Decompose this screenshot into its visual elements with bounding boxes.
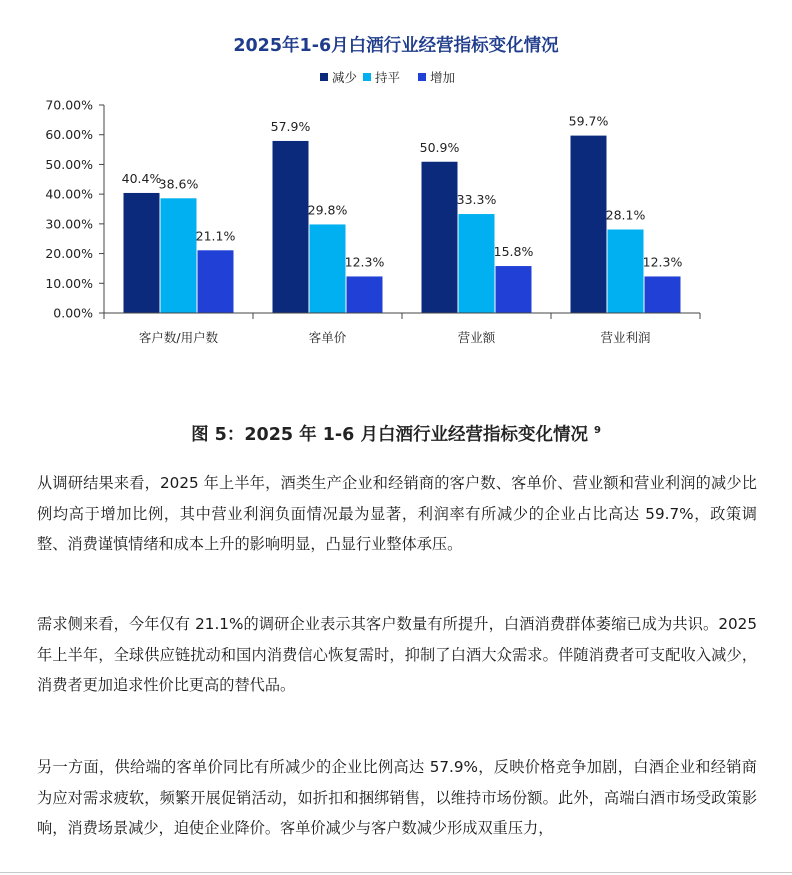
bar-0-2 <box>422 162 458 313</box>
y-tick-label: 20.00% <box>45 246 93 262</box>
y-tick-label: 0.00% <box>53 305 93 321</box>
paragraph-2: 需求侧来看，今年仅有 21.1%的调研企业表示其客户数量有所提升，白酒消费群体萎缩已成为共识。2025 年上半年，全球供应链扰动和国内消费信心恢复需时，抑制了白酒大众需求。伴随消费者可支配收入减少，消费者更加追求性价比更高的替代品。 <box>37 615 757 694</box>
data-label: 12.3% <box>344 254 385 270</box>
y-tick-label: 40.00% <box>45 186 93 202</box>
data-label: 15.8% <box>493 244 534 260</box>
data-label: 33.3% <box>456 192 497 208</box>
legend-label-2: 增加 <box>430 70 456 85</box>
chart-legend <box>320 70 455 85</box>
paragraph-3: 另一方面，供给端的客单价同比有所减少的企业比例高达 57.9%，反映价格竞争加剧，白酒企业和经销商为应对需求疲软，频繁开展促销活动，如折扣和捆绑销售，以维持市场份额。此外，高端白酒市场受政策影响，消费场景减少，迫使企业降价。客单价减少与客户数减少形成双重压力， <box>37 758 757 837</box>
bar-2-3 <box>645 276 681 313</box>
x-tick-label: 客单价 <box>308 330 347 345</box>
bar-1-1 <box>310 224 346 313</box>
bar-0-3 <box>571 136 607 313</box>
page-divider <box>0 872 792 873</box>
data-label: 38.6% <box>158 176 199 192</box>
bar-1-2 <box>459 214 495 313</box>
bar-2-0 <box>198 250 234 313</box>
bar-2-1 <box>347 276 383 313</box>
y-tick-label: 30.00% <box>45 216 93 232</box>
data-label: 57.9% <box>270 118 311 134</box>
data-label: 21.1% <box>195 228 236 244</box>
footnote-marker[interactable]: 9 <box>593 425 601 437</box>
y-tick-label: 60.00% <box>45 127 93 143</box>
bar-1-0 <box>161 198 197 313</box>
data-label: 59.7% <box>568 113 609 129</box>
figure-caption <box>0 421 792 446</box>
chart-title: 2025年1-6月白酒行业经营指标变化情况 <box>233 36 559 56</box>
bar-1-3 <box>608 230 644 313</box>
bar-0-0 <box>124 193 160 313</box>
data-label: 28.1% <box>605 207 646 223</box>
bar-0-1 <box>273 141 309 313</box>
bars-group <box>121 136 681 313</box>
y-tick-label: 50.00% <box>45 156 93 172</box>
data-label: 50.9% <box>419 139 460 155</box>
y-axis <box>45 98 104 321</box>
x-axis <box>104 313 700 345</box>
bar-chart <box>0 0 792 400</box>
x-tick-label: 客户数/用户数 <box>138 330 219 345</box>
data-label: 12.3% <box>642 254 683 270</box>
legend-label-1: 持平 <box>375 70 401 85</box>
x-tick-label: 营业利润 <box>600 330 651 345</box>
figure-caption-text: 图 5：2025 年 1-6 月白酒行业经营指标变化情况 <box>191 425 588 445</box>
x-tick-label: 营业额 <box>457 330 496 345</box>
data-label: 40.4% <box>121 170 162 186</box>
data-label: 29.8% <box>307 202 348 218</box>
y-tick-label: 70.00% <box>45 97 93 113</box>
legend-label-0: 减少 <box>332 70 358 85</box>
bar-2-2 <box>496 266 532 313</box>
legend-swatch-1 <box>363 73 371 81</box>
paragraph-1: 从调研结果来看，2025 年上半年，酒类生产企业和经销商的客户数、客单价、营业额和营业利润的减少比例均高于增加比例，其中营业利润负面情况最为显著，利润率有所减少的企业占比高达 59.7%，政策调整、消费谨慎情绪和成本上升的影响明显，凸显行业整体承压。 <box>37 474 757 553</box>
y-tick-label: 10.00% <box>45 275 93 291</box>
legend-swatch-2 <box>418 73 426 81</box>
legend-swatch-0 <box>320 73 328 81</box>
